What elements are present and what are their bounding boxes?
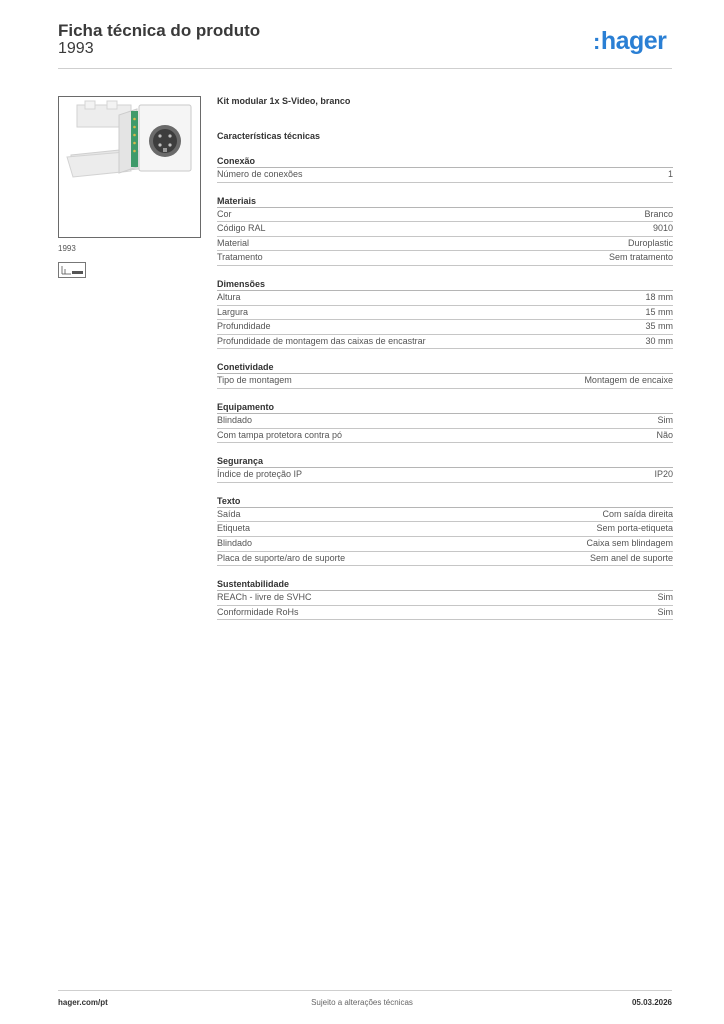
footer-notice: Sujeito a alterações técnicas — [311, 998, 413, 1007]
spec-label: Tratamento — [217, 252, 263, 263]
spec-label: REACh - livre de SVHC — [217, 592, 312, 603]
s-video-module-illustration — [59, 97, 200, 237]
spec-label: Conformidade RoHs — [217, 606, 299, 617]
spec-label: Placa de suporte/aro de suporte — [217, 552, 346, 563]
spec-label: Número de conexões — [217, 169, 303, 179]
header-divider — [58, 68, 672, 69]
spec-label: Etiqueta — [217, 523, 251, 534]
spec-row — [217, 335, 673, 350]
spec-value: Sim — [657, 592, 673, 603]
spec-row — [217, 237, 673, 252]
spec-value: Com saída direita — [602, 508, 673, 519]
spec-label: Blindado — [217, 537, 253, 548]
spec-row — [217, 291, 673, 306]
spec-row — [217, 522, 673, 537]
section-title: Equipamento — [217, 402, 673, 414]
spec-value: Não — [656, 429, 673, 440]
spec-sections — [217, 156, 673, 620]
spec-value: 15 mm — [645, 306, 673, 317]
specs-heading: Características técnicas — [217, 131, 321, 141]
section-title: Conetividade — [217, 362, 673, 374]
spec-row — [217, 168, 673, 183]
page-title: Ficha técnica do produto — [58, 21, 261, 40]
spec-value: Duroplastic — [627, 237, 673, 248]
spec-row — [217, 208, 673, 223]
spec-row — [217, 552, 673, 567]
spec-value: 35 mm — [645, 321, 673, 332]
spec-label: Com tampa protetora contra pó — [217, 429, 343, 440]
spec-value: 18 mm — [645, 291, 673, 302]
section-title: Materiais — [217, 196, 673, 208]
spec-value: Sim — [657, 414, 673, 425]
spec-row — [217, 374, 673, 389]
spec-label: Profundidade — [217, 321, 271, 332]
spec-section — [217, 496, 673, 566]
product-code-caption: 1993 — [58, 244, 76, 253]
spec-row — [217, 537, 673, 552]
spec-row — [217, 222, 673, 237]
spec-row — [217, 414, 673, 429]
spec-row — [217, 468, 673, 483]
spec-row — [217, 508, 673, 523]
spec-section — [217, 362, 673, 389]
spec-value: Sem tratamento — [608, 252, 673, 263]
spec-label: Altura — [217, 291, 241, 302]
spec-value: 9010 — [652, 223, 673, 234]
spec-value: IP20 — [654, 469, 673, 480]
spec-label: Código RAL — [217, 223, 266, 234]
spec-section — [217, 456, 673, 483]
spec-row — [217, 429, 673, 444]
footer-website[interactable]: hager.com/pt — [58, 998, 108, 1007]
spec-row — [217, 591, 673, 606]
spec-label: Blindado — [217, 414, 253, 425]
spec-value: Sem anel de suporte — [589, 552, 673, 563]
section-title: Dimensões — [217, 279, 673, 291]
spec-section — [217, 402, 673, 443]
section-title: Segurança — [217, 456, 673, 468]
s-video-pictogram-icon — [58, 262, 86, 278]
section-title: Texto — [217, 496, 673, 508]
spec-label: Material — [217, 237, 250, 248]
spec-section — [217, 196, 673, 266]
spec-value: 30 mm — [645, 335, 673, 346]
section-title: Sustentabilidade — [217, 579, 673, 591]
spec-content — [217, 96, 673, 620]
logo-colon-mark: : — [593, 29, 600, 54]
spec-row — [217, 320, 673, 335]
spec-row — [217, 251, 673, 266]
spec-section — [217, 279, 673, 349]
spec-value: Sem porta-etiqueta — [596, 523, 673, 534]
spec-section — [217, 579, 673, 620]
spec-label: Saída — [217, 508, 241, 519]
footer-date: 05.03.2026 — [631, 998, 672, 1007]
hager-logo — [593, 27, 666, 56]
spec-value: Montagem de encaixe — [584, 375, 673, 386]
spec-value: Sim — [657, 606, 673, 617]
product-name: Kit modular 1x S-Video, branco — [217, 96, 351, 106]
spec-section — [217, 156, 673, 183]
spec-row — [217, 606, 673, 621]
logo-text: hager — [600, 27, 667, 55]
spec-value: 1 — [667, 169, 673, 179]
spec-label: Largura — [217, 306, 249, 317]
spec-value: Caixa sem blindagem — [586, 537, 673, 548]
spec-row — [217, 306, 673, 321]
spec-label: Profundidade de montagem das caixas de encastrar — [217, 335, 426, 346]
spec-label: Cor — [217, 208, 232, 219]
footer-divider — [58, 990, 672, 991]
product-number: 1993 — [58, 40, 94, 57]
spec-label: Tipo de montagem — [217, 375, 292, 386]
spec-label: Índice de proteção IP — [217, 469, 303, 480]
section-title: Conexão — [217, 156, 673, 168]
spec-value: Branco — [644, 208, 673, 219]
product-image — [58, 96, 201, 238]
